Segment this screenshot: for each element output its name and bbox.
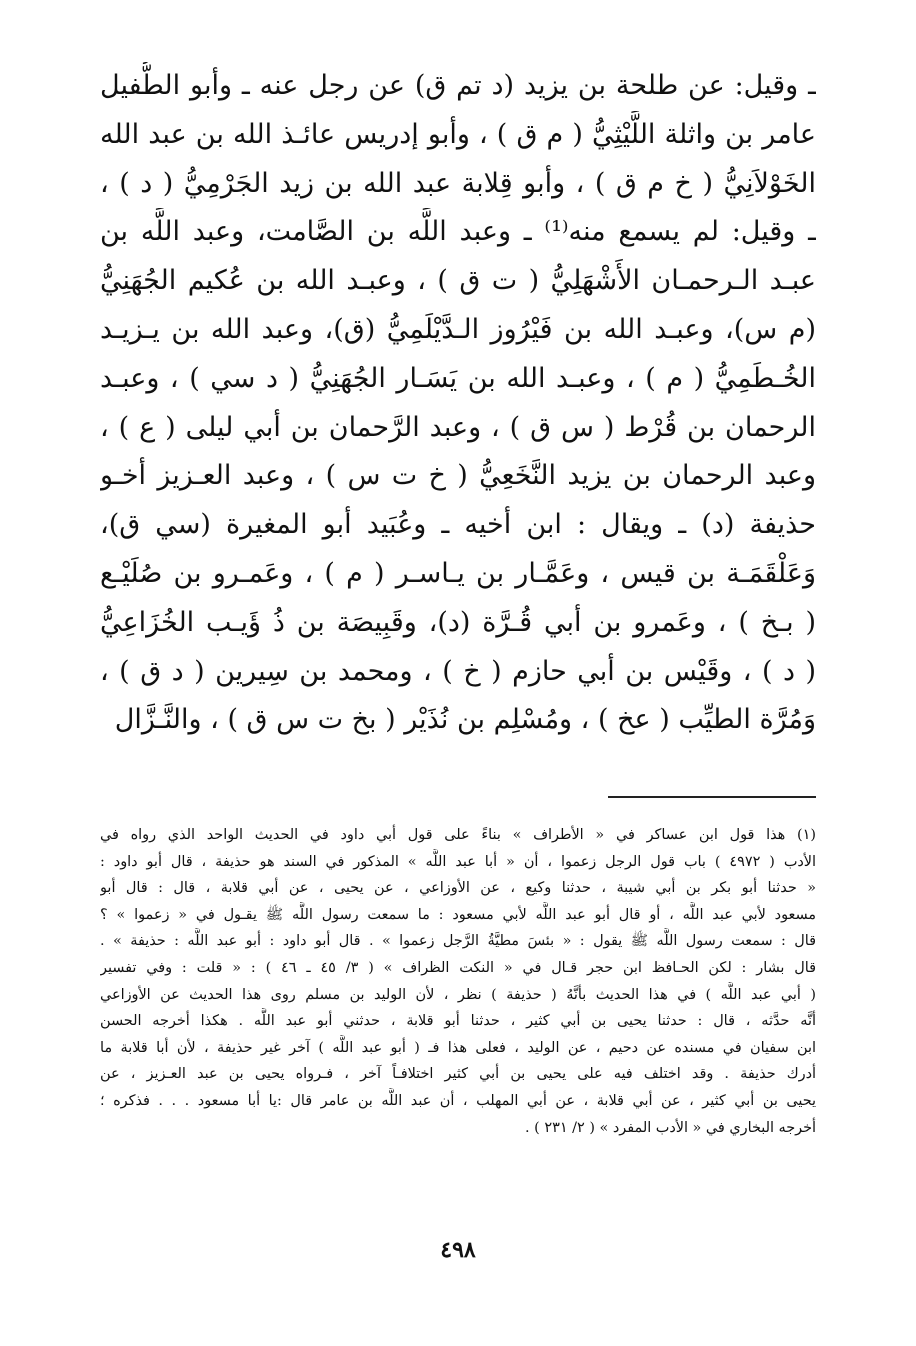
main-text-line: الرحمان بن قُرْط ( س ق ) ، وعبد الرَّحمان بن أبي ليلى ( ع ) ، [100,411,816,443]
footnote-line: ( أبي عبد اللَّه ) في هذا الحديث بأنَّهُ ( حذيفة ) نظر ، لأن الوليد بن مسلم روى هذا الحديث عن الأوزاعي [100,986,816,1003]
main-text-line: وَمُرَّة الطيِّب ( عخ ) ، ومُسْلِم بن نُذَيْر ( بخ ت س ق ) ، والنَّـزَّال [114,704,816,736]
footnote-line: (١) هذا قول ابن عساكر في « الأطراف » بناءً على قول أبي داود في الحديث الواحد الذي رواه في [100,827,816,843]
main-text-line: الخَوْلاَنِيُّ ( خ م ق ) ، وأبو قِلابة عبد الله بن زيد الجَرْمِيُّ ( د ) ، [100,167,816,199]
footnote-line: الأدب ( ٤٩٧٢ ) باب قول الرجل زعموا ، أن « أبا عبد اللَّه » المذكور في السند هو حذيفة ، قال أبو داود : [100,853,816,870]
main-text-line: عبـد الـرحمـان الأَشْهَلِيُّ ( ت ق ) ، وعبـد الله بن عُكيم الجُهَنِيُّ [100,265,816,297]
footnote-line: قال بشار : لكن الحـافظ ابن حجر قـال في « النكت الظراف » ( ٣/ ٤٥ ـ ٤٦ ) : « قلت : وفي تفسير [100,959,816,976]
main-text-line: ( بـخ ) ، وعَمرو بن أبي قُـرَّة (د)، وقَبِيصَة بن ذُ ؤَيـب الخُزَاعِيُّ [100,606,816,638]
main-text-line: ـ وقيل: لم يسمع منه⁽¹⁾ ـ وعبد اللَّه بن الصَّامت، وعبد اللَّه بن [100,216,816,248]
footnote-block [100,822,816,1141]
footnote-line: يحيى بن أبي كثير ، عن أبي قلابة ، عن أبي المهلب ، أن عبد اللَّه بن عامر قال :يا أبا مسعود . . . فذكره ؛ [100,1092,816,1109]
footnote-line: أدرك حذيفة . وقد اختلف فيه على يحيى بن أبي كثير اختلافـاً آخر ، فـرواه يحيى بن عبد العـزيز ، عن [100,1066,816,1083]
main-text-line: الخُـطَمِيُّ ( م ) ، وعبـد الله بن يَسَـار الجُهَنِيُّ ( د سي ) ، وعبـد [100,362,816,394]
footnote-line: « حدثنا أبو بكر بن أبي شيبة ، حدثنا وكيع ، عن الأوزاعي ، عن يحيى ، عن أبي قلابة ، قال : قال أبو [100,880,816,897]
main-text-line: ـ وقيل: عن طلحة بن يزيد (د تم ق) عن رجل عنه ـ وأبو الطُّفيل [100,70,816,101]
footnote-line: ابن سفيان في مسنده عن دحيم ، عن الوليد ، فعلى هذا فـ ( أبو عبد اللَّه ) آخر غير حذيفة ، لأن أبا قلابة ما [100,1039,816,1056]
footnote-line: قال : سمعت رسول اللَّه ﷺ يقول : « بئسَ مطيَّةُ الرَّجل زعموا » . قال أبو داود : أبو عبد اللَّه : حذيفة » . [100,933,816,950]
main-text-line: عامر بن واثلة اللَّيْثِيُّ ( م ق ) ، وأبو إدريس عائـذ الله بن عبد الله [100,118,816,150]
footnote-separator [608,796,816,798]
footnote-line: أنَّه حدَّثه ، قال : حدثنا يحيى بن أبي كثير ، حدثنا أبو قلابة ، حدثني أبو عبد اللَّه . هكذا أخرجه الحسن [100,1013,816,1030]
footnote-line: مسعود لأبي عبد اللَّه ، أو قال أبو عبد اللَّه لأبي مسعود : ما سمعت رسول اللَّه ﷺ يقـول في « زعموا » ؟ [100,906,816,923]
main-text-line: وعبد الرحمان بن يزيد النَّخَعِيُّ ( خ ت س ) ، وعبد العـزيز أخـو [100,460,816,492]
main-text-block [100,62,816,745]
main-text-line: ( د ) ، وقَيْس بن أبي حازم ( خ ) ، ومحمد بن سِيرين ( د ق ) ، [100,655,816,687]
footnote-line: أخرجه البخاري في « الأدب المفرد » ( ٢/ ٢٣١ ) . [525,1119,816,1136]
main-text-line: (م س)، وعبـد الله بن فَيْرُوز الـدَّيْلَمِيُّ (ق)، وعبد الله بن يـزيـد [100,313,816,345]
main-text-line: وَعَلْقَمَـة بن قيس ، وعَمَّـار بن يـاسـر ( م ) ، وعَمـرو بن صُلَيْـع [100,557,816,589]
main-text-line: حذيفة (د) ـ ويقال : ابن أخيه ـ وعُبَيد أبو المغيرة (سي ق)، [100,509,816,541]
page-number: ٤٩٨ [440,1237,476,1263]
